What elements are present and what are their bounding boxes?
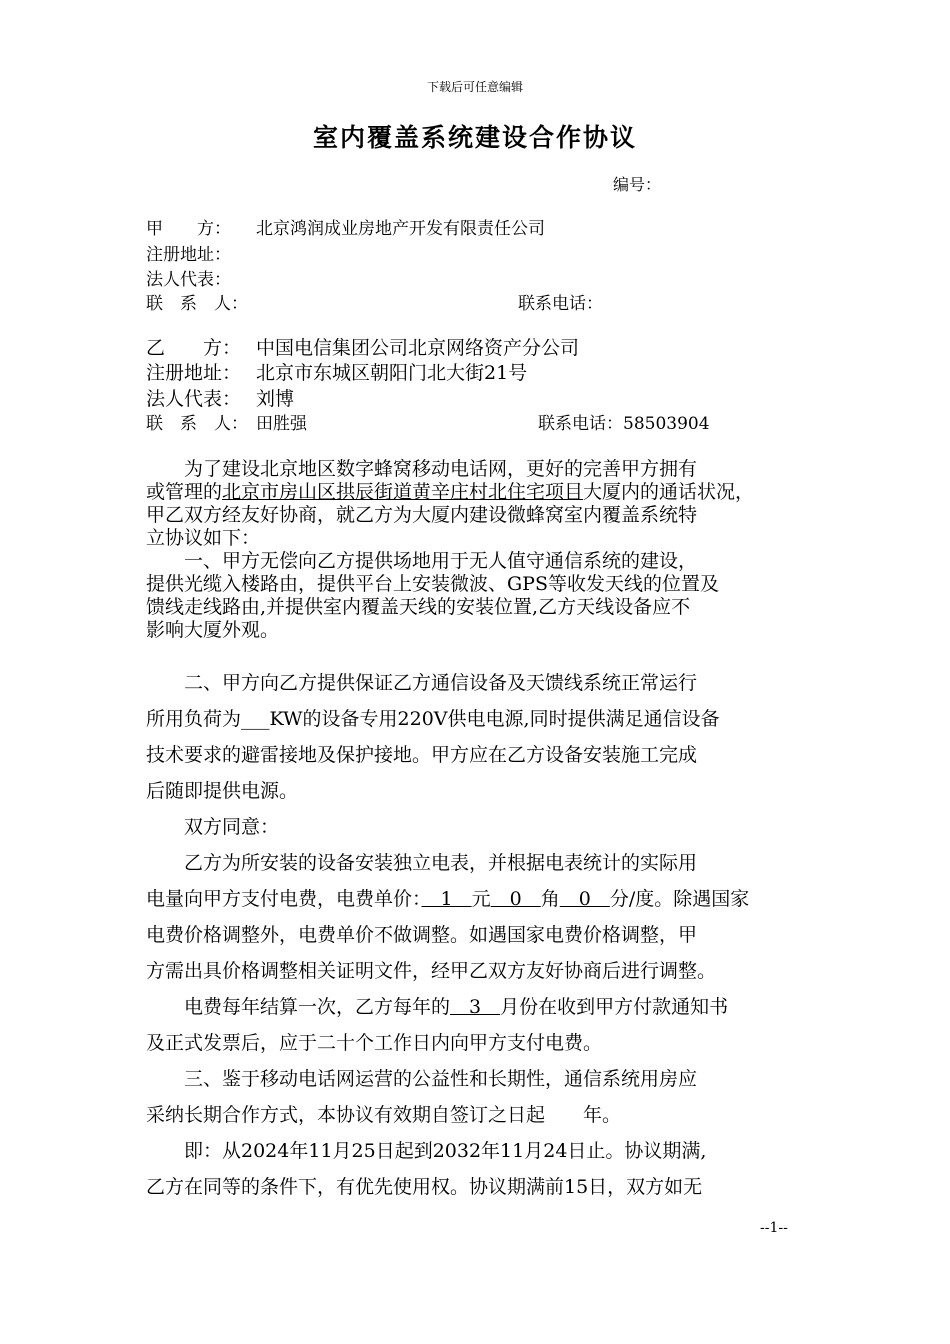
price-fen: 0: [559, 888, 610, 910]
term-line-2: 乙方在同等的条件下，有优先使用权。协议期满前15日，双方如无: [146, 1176, 703, 1198]
party-a-row: [146, 214, 545, 239]
party-b-address-row: [146, 358, 527, 385]
settlement-month: 3: [450, 996, 501, 1018]
clause-1-line-2: 提供光缆入楼路由，提供平台上安装微波、GPS等收发天线的位置及: [146, 573, 719, 595]
party-b-contact-label: 联 系 人：: [146, 414, 248, 434]
party-b-address-label: 注册地址：: [146, 362, 242, 384]
party-b-label: 乙 方：: [146, 337, 242, 359]
party-b-row: [146, 333, 579, 360]
party-a-rep-label: 法人代表：: [146, 270, 231, 290]
term-line-1: 即：从2024年11月25日起到2032年11月24日止。协议期满,: [146, 1140, 707, 1162]
body-intro: [146, 458, 826, 642]
intro-line-2: [146, 481, 826, 504]
party-a-rep-row: [146, 265, 256, 290]
intro-line-1: 为了建设北京地区数字蜂窝移动电话网，更好的完善甲方拥有: [146, 458, 698, 480]
clause-2-line-4: 后随即提供电源。: [146, 780, 299, 802]
electricity-line-2: [146, 881, 826, 917]
clause-3-line-2: 采纳长期合作方式，本协议有效期自签订之日起 年。: [146, 1104, 622, 1126]
jiao-unit: 角: [540, 888, 560, 910]
party-b-name: 中国电信集团公司北京网络资产分公司: [256, 337, 580, 359]
party-b-rep-label: 法人代表：: [146, 388, 242, 410]
header-note: 下载后可任意编辑: [426, 80, 523, 94]
party-b-phone: 58503904: [623, 414, 710, 434]
project-name: 北京市房山区拱辰街道黄辛庄村北住宅项目: [222, 481, 584, 503]
clause-2-line-2: 所用负荷为___KW的设备专用220V供电电源,同时提供满足通信设备: [146, 708, 720, 730]
party-b-rep-row: [146, 384, 294, 411]
party-a-phone-label: 联系电话：: [518, 294, 603, 314]
clause-3-line-1: 三、鉴于移动电话网运营的公益性和长期性，通信系统用房应: [146, 1068, 698, 1090]
electricity-line-2-end: 分/度。除遇国家: [609, 888, 750, 910]
electricity-line-1: 乙方为所安装的设备安装独立电表，并根据电表统计的实际用: [146, 852, 698, 874]
party-a-address-label: 注册地址：: [146, 245, 231, 265]
party-b-rep: 刘博: [256, 388, 295, 410]
price-jiao: 0: [490, 888, 541, 910]
party-b-phone-label: 联系电话：: [538, 414, 623, 434]
settlement-line-2: 及正式发票后，应于二十个工作日内向甲方支付电费。: [146, 1032, 603, 1054]
agree-line: 双方同意：: [146, 816, 280, 838]
price-yuan: 1: [421, 888, 472, 910]
document-number-label: 编号：: [613, 175, 662, 194]
party-a-name: 北京鸿润成业房地产开发有限责任公司: [256, 219, 545, 239]
yuan-unit: 元: [471, 888, 491, 910]
clause-2-line-3: 技术要求的避雷接地及保护接地。甲方应在乙方设备安装施工完成: [146, 744, 698, 766]
party-a-contact-label: 联 系 人：: [146, 294, 248, 314]
settlement-line-1: [146, 989, 826, 1025]
party-b-contact: 田胜强: [256, 414, 307, 434]
intro-line-3: 甲乙双方经友好协商，就乙方为大厦内建设微蜂窝室内覆盖系统特: [146, 504, 698, 526]
clause-1-line-4: 影响大厦外观。: [146, 619, 280, 641]
settlement-line-1-start: 电费每年结算一次，乙方每年的: [146, 996, 451, 1018]
electricity-line-3: 电费价格调整外，电费单价不做调整。如遇国家电费价格调整，甲: [146, 924, 698, 946]
party-a-label: 甲 方：: [146, 219, 231, 239]
intro-line-4: 立协议如下：: [146, 527, 261, 549]
intro-line-2-end: 大厦内的通话状况，: [583, 481, 755, 503]
clause-1-line-3: 馈线走线路由,并提供室内覆盖天线的安装位置,乙方天线设备应不: [146, 596, 691, 618]
party-a-contact-row: [146, 289, 256, 314]
clause-2-line-1: 二、甲方向乙方提供保证乙方通信设备及天馈线系统正常运行: [146, 672, 698, 694]
intro-line-2-start: 或管理的: [146, 481, 223, 503]
party-a-address-row: [146, 240, 256, 265]
clause-1-line-1: 一、甲方无偿向乙方提供场地用于无人值守通信系统的建设，: [146, 550, 698, 572]
page-number: --1--: [760, 1220, 788, 1236]
settlement-line-1-end: 月份在收到甲方付款通知书: [500, 996, 729, 1018]
electricity-line-2-start: 电量向甲方支付电费，电费单价：: [146, 888, 422, 910]
party-b-contact-row: [146, 409, 307, 434]
party-b-phone-row: [538, 409, 710, 434]
electricity-line-4: 方需出具价格调整相关证明文件，经甲乙双方友好协商后进行调整。: [146, 960, 717, 982]
party-b-address: 北京市东城区朝阳门北大街21号: [256, 362, 528, 384]
document-title: 室内覆盖系统建设合作协议: [312, 123, 637, 152]
body-main: [146, 665, 826, 1205]
